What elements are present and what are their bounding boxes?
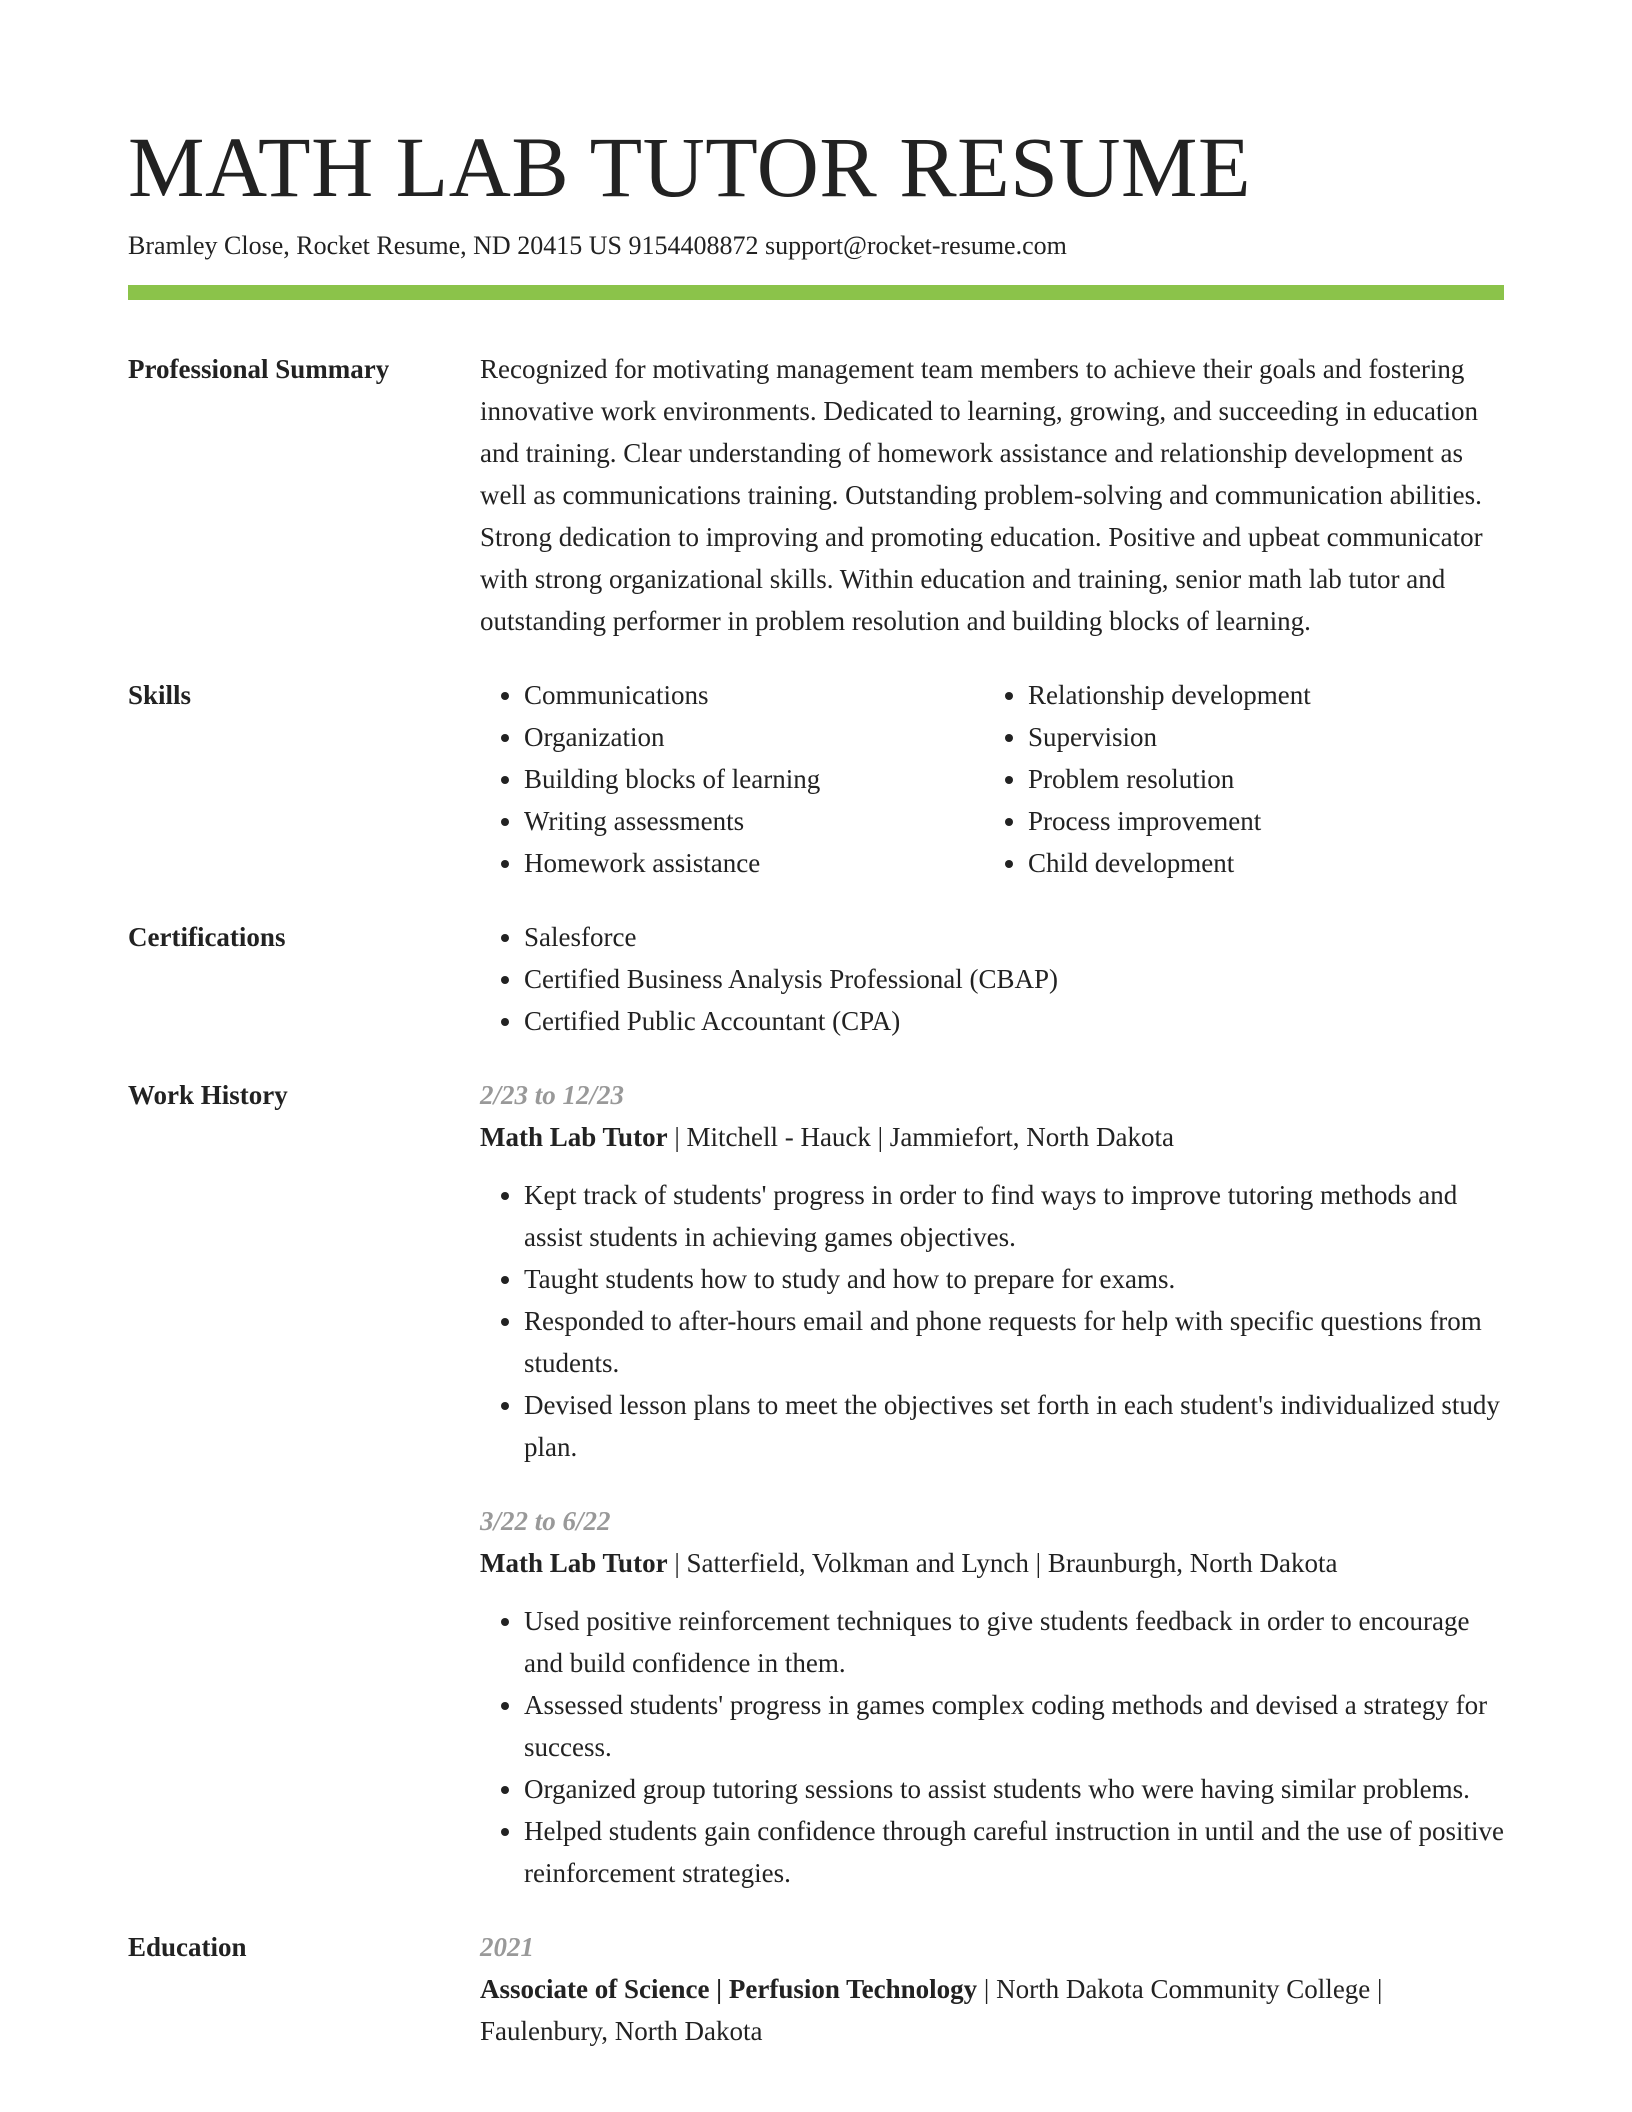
education-label: Education [128,1931,247,1962]
skill-item: • Building blocks of learning [524,758,984,800]
skill-item: • Process improvement [1028,800,1488,842]
job-employer: | Satterfield, Volkman and Lynch | Braunburgh, North Dakota [667,1547,1338,1578]
work-history-label: Work History [128,1079,288,1110]
skills-label: Skills [128,679,192,710]
job-heading [480,1542,1504,1584]
skills-section [128,674,1504,884]
job-employer: | Mitchell - Hauck | Jammiefort, North Dakota [667,1121,1174,1152]
duty-item: • Assessed students' progress in games complex coding methods and devised a strategy for success. [524,1684,1504,1768]
skill-item: • Problem resolution [1028,758,1488,800]
summary-section [128,348,1504,642]
duty-item: • Responded to after-hours email and phone requests for help with specific questions from students. [524,1300,1504,1384]
certifications-label: Certifications [128,921,286,952]
education-year: 2021 [480,1931,534,1962]
duty-item: • Taught students how to study and how to prepare for exams. [524,1258,1504,1300]
education-section [128,1926,1504,2052]
contact-line: Bramley Close, Rocket Resume, ND 20415 US 9154408872 support@rocket-resume.com [128,230,1067,260]
skills-list [480,674,1504,884]
summary-text: Recognized for motivating management team members to achieve their goals and fostering innovative work environments. Dedicated to learning, growing, and succeeding in education and training. Clear understanding of homework assistance and relationship development as well as communications training. Outstanding problem-solving and communication abilities. Strong dedication to improving and promoting education. Positive and upbeat communicator with strong organizational skills. Within education and training, senior math lab tutor and outstanding performer in problem resolution and building blocks of learning. [480,353,1483,636]
job-title: Math Lab Tutor [480,1121,668,1152]
resume-page [128,118,1504,2052]
skill-item: • Relationship development [1028,674,1488,716]
duty-item: • Kept track of students' progress in order to find ways to improve tutoring methods and assist students in achieving games objectives. [524,1174,1504,1258]
duty-item: • Helped students gain confidence through careful instruction in until and the use of positive reinforcement strategies. [524,1810,1504,1894]
skills-column-left [480,674,984,884]
skill-item: • Child development [1028,842,1488,884]
certification-item: • Certified Public Accountant (CPA) [524,1000,1504,1042]
work-history-section [128,1074,1504,1894]
header-divider [128,285,1504,300]
certifications-list [480,916,1504,1042]
job-entry [480,1500,1504,1894]
duty-item: • Organized group tutoring sessions to assist students who were having similar problems. [524,1768,1504,1810]
skill-item: • Writing assessments [524,800,984,842]
skill-item: • Supervision [1028,716,1488,758]
education-degree: Associate of Science | Perfusion Technology [480,1973,978,2004]
resume-title: MATH LAB TUTOR RESUME [128,119,1252,215]
duty-item: • Devised lesson plans to meet the objectives set forth in each student's individualized study plan. [524,1384,1504,1468]
job-dates: 3/22 to 6/22 [480,1505,611,1536]
education-school: | North Dakota Community College | Faulenbury, North Dakota [480,1973,1383,2046]
summary-label: Professional Summary [128,353,390,384]
job-heading [480,1116,1504,1158]
education-heading [480,1968,1504,2052]
job-title: Math Lab Tutor [480,1547,668,1578]
certification-item: • Certified Business Analysis Professional (CBAP) [524,958,1504,1000]
certifications-section [128,916,1504,1042]
job-dates: 2/23 to 12/23 [480,1079,625,1110]
skill-item: • Organization [524,716,984,758]
skill-item: • Communications [524,674,984,716]
job-duties [480,1174,1504,1468]
duty-item: • Used positive reinforcement techniques to give students feedback in order to encourage and build confidence in them. [524,1600,1504,1684]
skills-column-right [984,674,1488,884]
job-entry [480,1074,1504,1468]
job-duties [480,1600,1504,1894]
certification-item: • Salesforce [524,916,1504,958]
skill-item: • Homework assistance [524,842,984,884]
